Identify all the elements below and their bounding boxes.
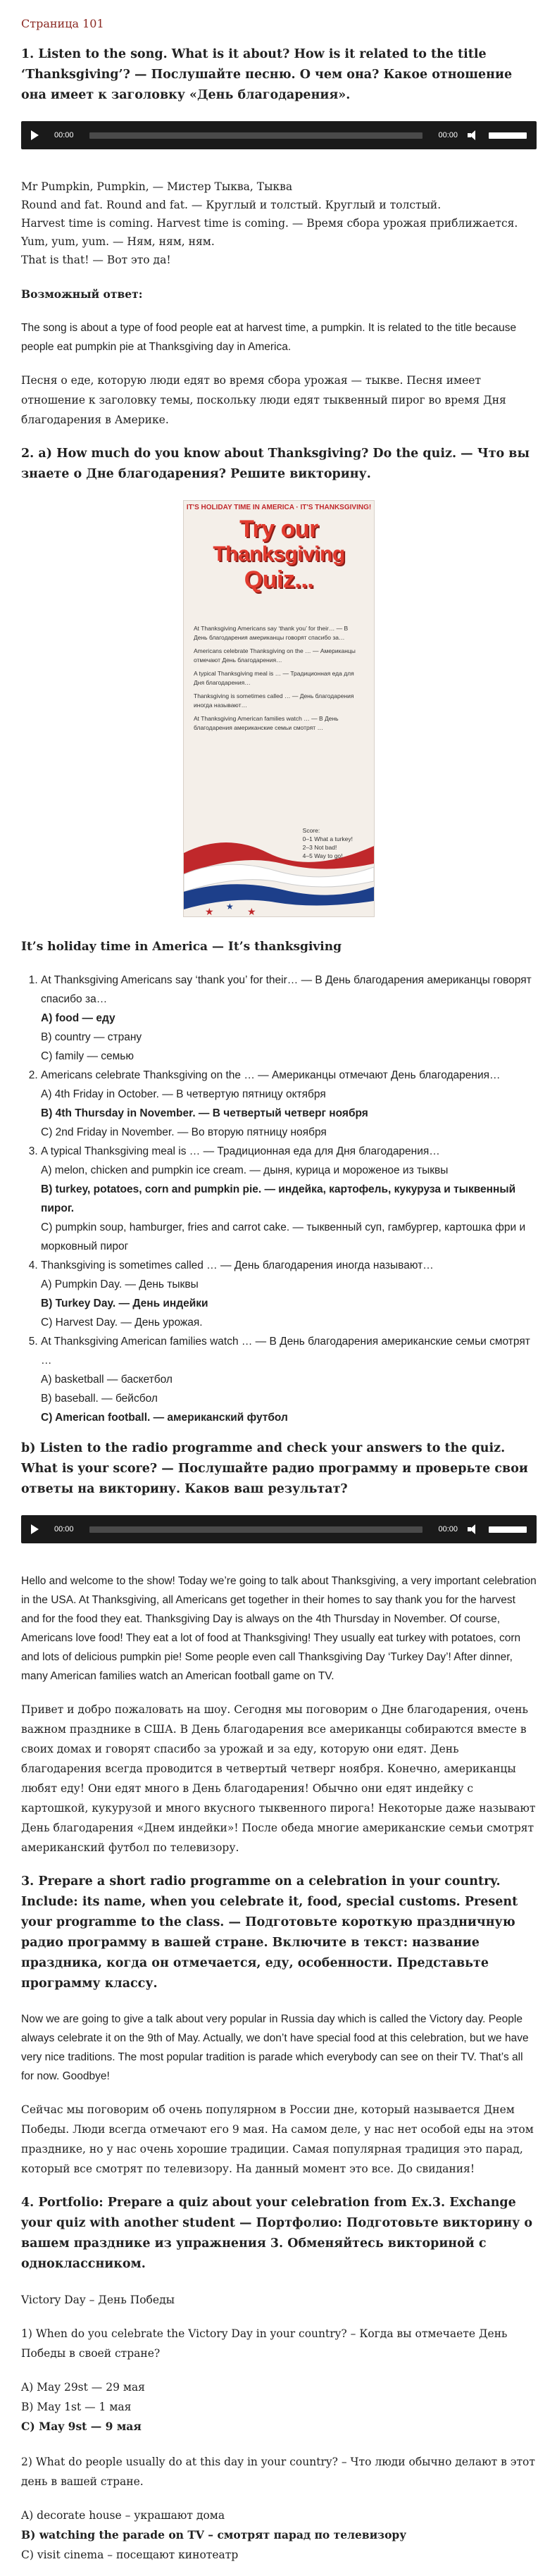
- quiz-option: C) pumpkin soup, hamburger, fries and carrot cake. — тыквенный суп, гамбургер, картошка фри и морковный пирог: [41, 1221, 526, 1252]
- image-q: A typical Thanksgiving meal is … — Традиционная еда для Дня благодарения…: [194, 670, 354, 686]
- task4-question: 2) What do people usually do at this day in your country? – Что люди обычно делают в этот день в вашей стране.: [21, 2456, 535, 2488]
- quiz-option: A) May 29st — 29 мая: [21, 2381, 145, 2394]
- seek-bar[interactable]: [89, 132, 423, 139]
- task4-options: [21, 2506, 537, 2565]
- quiz-option: A) food — еду: [41, 1012, 115, 1024]
- task2b-heading: b) Listen to the radio programme and check your answers to the quiz. What is your score? — Послушайте радио программу и проверьте свои ответы на викторину. Каков ваш результат?: [21, 1441, 528, 1496]
- score-line: 0–1 What a turkey!: [302, 835, 353, 842]
- image-questions: [194, 624, 363, 733]
- breadcrumb[interactable]: Страница 101: [21, 17, 104, 30]
- svg-text:★: ★: [226, 902, 234, 911]
- quiz-option: B) May 1st — 1 мая: [21, 2401, 132, 2413]
- audio-player-radio[interactable]: [21, 1515, 537, 1543]
- quiz-option: B) 4th Thursday in November. — В четвертый четверг ноября: [41, 1107, 368, 1119]
- task4-heading: 4. Portfolio: Prepare a quiz about your celebration from Ex.3. Exchange your quiz with another student — Портфолио: Подготовьте викторину о вашем празднике из упражнения 3. Обменяйтесь викториной с одноклассником.: [21, 2196, 533, 2271]
- image-score: [303, 826, 353, 860]
- thanksgiving-quiz-image: [183, 500, 375, 917]
- song-lyrics: [21, 178, 537, 269]
- lyric-line: Round and fat. Round and fat. — Круглый и толстый. Круглый и толстый.: [21, 199, 442, 211]
- quiz-question: [41, 1142, 537, 1256]
- score-line: 2–3 Not bad!: [302, 844, 337, 851]
- lyric-line: That is that! — Вот это да!: [21, 254, 171, 266]
- current-time: 00:00: [54, 1525, 74, 1533]
- task4-quiz-title: Victory Day – День Победы: [21, 2294, 175, 2306]
- question-text: Americans celebrate Thanksgiving on the … — Американцы отмечают День благодарения…: [41, 1069, 501, 1081]
- task3-text-en: Now we are going to give a talk about very popular in Russia day which is called the Victory day. People always celebrate it on the 9th of May. Actually, we don’t have special food at this celebration, but we have very nice traditions. The most popular tradition is parade which everybody can see on their TV. That’s all for now. Goodbye!: [21, 2013, 529, 2082]
- score-line: 4–5 Way to go!: [302, 852, 343, 859]
- image-banner: IT'S HOLIDAY TIME IN AMERICA · IT'S THANKSGIVING!: [186, 504, 372, 511]
- play-icon[interactable]: [31, 130, 39, 140]
- quiz-question: [41, 1066, 537, 1142]
- quiz-option: A) 4th Friday in October. — В четвертую пятницу октября: [41, 1088, 326, 1100]
- task3-heading: 3. Prepare a short radio programme on a celebration in your country. Include: its name, when you celebrate it, food, special customs. Present your programme to the class. — Подготовьте короткую праздничную радио программу в вашей стране. Включите в текст: название праздника, когда он отмечается, еду, особенности. Представьте программу классу.: [21, 1874, 518, 1991]
- quiz-option: C) visit cinema – посещают кинотеатр: [21, 2549, 239, 2561]
- volume-slider[interactable]: [489, 132, 527, 139]
- score-line: Score:: [302, 827, 320, 834]
- quiz-option: C) 2nd Friday in November. — Во вторую пятницу ноября: [41, 1126, 327, 1138]
- volume-icon[interactable]: [468, 1524, 479, 1534]
- question-text: Thanksgiving is sometimes called … — День благодарения иногда называют…: [41, 1259, 434, 1271]
- lyric-line: Mr Pumpkin, Pumpkin, — Мистер Тыква, Тыква: [21, 180, 293, 193]
- page-content: [21, 0, 537, 2565]
- quiz-option: B) Turkey Day. — День индейки: [41, 1298, 208, 1309]
- quiz-option: C) May 9st — 9 мая: [21, 2420, 142, 2433]
- image-q: At Thanksgiving Americans say ‘thank you’ for their… — В День благодарения американцы говорят спасибо за…: [194, 625, 349, 641]
- quiz-option: B) country — страну: [41, 1031, 142, 1043]
- answer-ru: Песня о еде, которую люди едят во время сбора урожая — тыкве. Песня имеет отношение к заголовку темы, поскольку люди едят тыквенный пирог во время Дня благодарения в Америке.: [21, 374, 506, 426]
- svg-text:★: ★: [247, 907, 256, 916]
- quiz-option: A) decorate house – украшают дома: [21, 2509, 225, 2522]
- quiz-title: It’s holiday time in America — It’s thanksgiving: [21, 940, 342, 954]
- quiz-option: A) basketball — баскетбол: [41, 1374, 173, 1386]
- question-text: At Thanksgiving American families watch … — В День благодарения американские семьи смотрят …: [41, 1336, 530, 1367]
- task1-heading: 1. Listen to the song. What is it about? How is it related to the title ‘Thanksgiving’? — Послушайте песню. О чем она? Какое отношение она имеет к заголовку «День благодарения».: [21, 47, 513, 102]
- quiz-option: A) melon, chicken and pumpkin ice cream. — дыня, курица и мороженое из тыквы: [41, 1164, 449, 1176]
- lyric-line: Harvest time is coming. Harvest time is coming. — Время сбора урожая приближается.: [21, 217, 518, 230]
- question-text: A typical Thanksgiving meal is … — Традиционная еда для Дня благодарения…: [41, 1145, 440, 1157]
- image-title-line: Quiz...: [244, 566, 314, 593]
- quiz-option: C) American football. — американский футбол: [41, 1412, 288, 1424]
- seek-bar[interactable]: [89, 1526, 423, 1533]
- quiz-option: A) Pumpkin Day. — День тыквы: [41, 1278, 199, 1290]
- quiz-questions: [21, 971, 537, 1427]
- quiz-option: B) turkey, potatoes, corn and pumpkin pie. — индейка, картофель, кукуруза и тыквенный пирог.: [41, 1183, 516, 1214]
- volume-icon[interactable]: [468, 130, 479, 140]
- volume-slider[interactable]: [489, 1526, 527, 1533]
- quiz-option: B) baseball. — бейсбол: [41, 1393, 158, 1405]
- quiz-option: C) Harvest Day. — День урожая.: [41, 1317, 203, 1329]
- image-title-line: Thanksgiving: [213, 542, 345, 566]
- quiz-question: [41, 1332, 537, 1427]
- lyric-line: Yum, yum, yum. — Ням, ням, ням.: [21, 235, 215, 248]
- question-text: At Thanksgiving Americans say ‘thank you’ for their… — В День благодарения американцы говорят спасибо за…: [41, 974, 532, 1005]
- image-title: [184, 516, 374, 592]
- svg-text:★: ★: [205, 907, 214, 916]
- image-title-line: Try our: [239, 516, 318, 542]
- duration: 00:00: [438, 1525, 458, 1533]
- duration: 00:00: [438, 131, 458, 139]
- radio-text-en: Hello and welcome to the show! Today we’re going to talk about Thanksgiving, a very important celebration in the USA. At Thanksgiving, all Americans get together in their homes to say thank you for the harvest and for the food they eat. Thanksgiving Day is always on the 4th Thursday in November. Of course, Americans love food! They eat a lot of food at Thanksgiving! They usually eat turkey with potatoes, corn and lots of delicious pumpkin pie! Some people even call Thanksgiving Day ‘Turkey Day’! After dinner, many American families watch an American football game on TV.: [21, 1575, 537, 1682]
- quiz-question: [41, 1256, 537, 1332]
- image-q: Thanksgiving is sometimes called … — День благодарения иногда называют…: [194, 692, 354, 709]
- quiz-option: C) family — семью: [41, 1050, 134, 1062]
- task3-text-ru: Сейчас мы поговорим об очень популярном в России дне, который называется Днем Победы. Люди всегда отмечают его 9 мая. На самом деле, у нас нет особой еды на этом празднике, но у нас очень хорошие традиции. Самая популярная традиция это парад, который все смотрят по телевизору. На данный момент это все. До свидания!: [21, 2103, 534, 2175]
- radio-text-ru: Привет и добро пожаловать на шоу. Сегодня мы поговорим о Дне благодарения, очень важном празднике в США. В День благодарения все американцы собираются вместе в своих домах и говорят спасибо за урожай и за еду, которую они едят. День благодарения всегда проводится в четвертый четверг ноября. Конечно, американцы любят еду! Они едят много в День благодарения! Обычно они едят индейку с картошкой, кукурузой и много вкусного тыквенного пирога! Некоторые даже называют День благодарения «Днем индейки»! После обеда многие американские семьи смотрят американский футбол по телевизору.: [21, 1703, 536, 1854]
- play-icon[interactable]: [31, 1524, 39, 1534]
- current-time: 00:00: [54, 131, 74, 139]
- task4-question: 1) When do you celebrate the Victory Day in your country? – Когда вы отмечаете День Победы в своей стране?: [21, 2327, 508, 2360]
- image-q: At Thanksgiving American families watch … — В День благодарения американские семьи смотрят …: [194, 715, 339, 731]
- task2-heading: 2. a) How much do you know about Thanksgiving? Do the quiz. — Что вы знаете о Дне благодарения? Решите викторину.: [21, 447, 530, 481]
- answer-en: The song is about a type of food people eat at harvest time, a pumpkin. It is related to the title because people eat pumpkin pie at Thanksgiving day in America.: [21, 322, 517, 353]
- answer-label: Возможный ответ:: [21, 287, 143, 301]
- audio-player-song[interactable]: [21, 121, 537, 149]
- image-q: Americans celebrate Thanksgiving on the … — Американцы отмечают День благодарения…: [194, 647, 356, 664]
- quiz-option: B) watching the parade on TV – смотрят парад по телевизору: [21, 2528, 407, 2541]
- quiz-question: [41, 971, 537, 1066]
- task4-options: [21, 2377, 537, 2437]
